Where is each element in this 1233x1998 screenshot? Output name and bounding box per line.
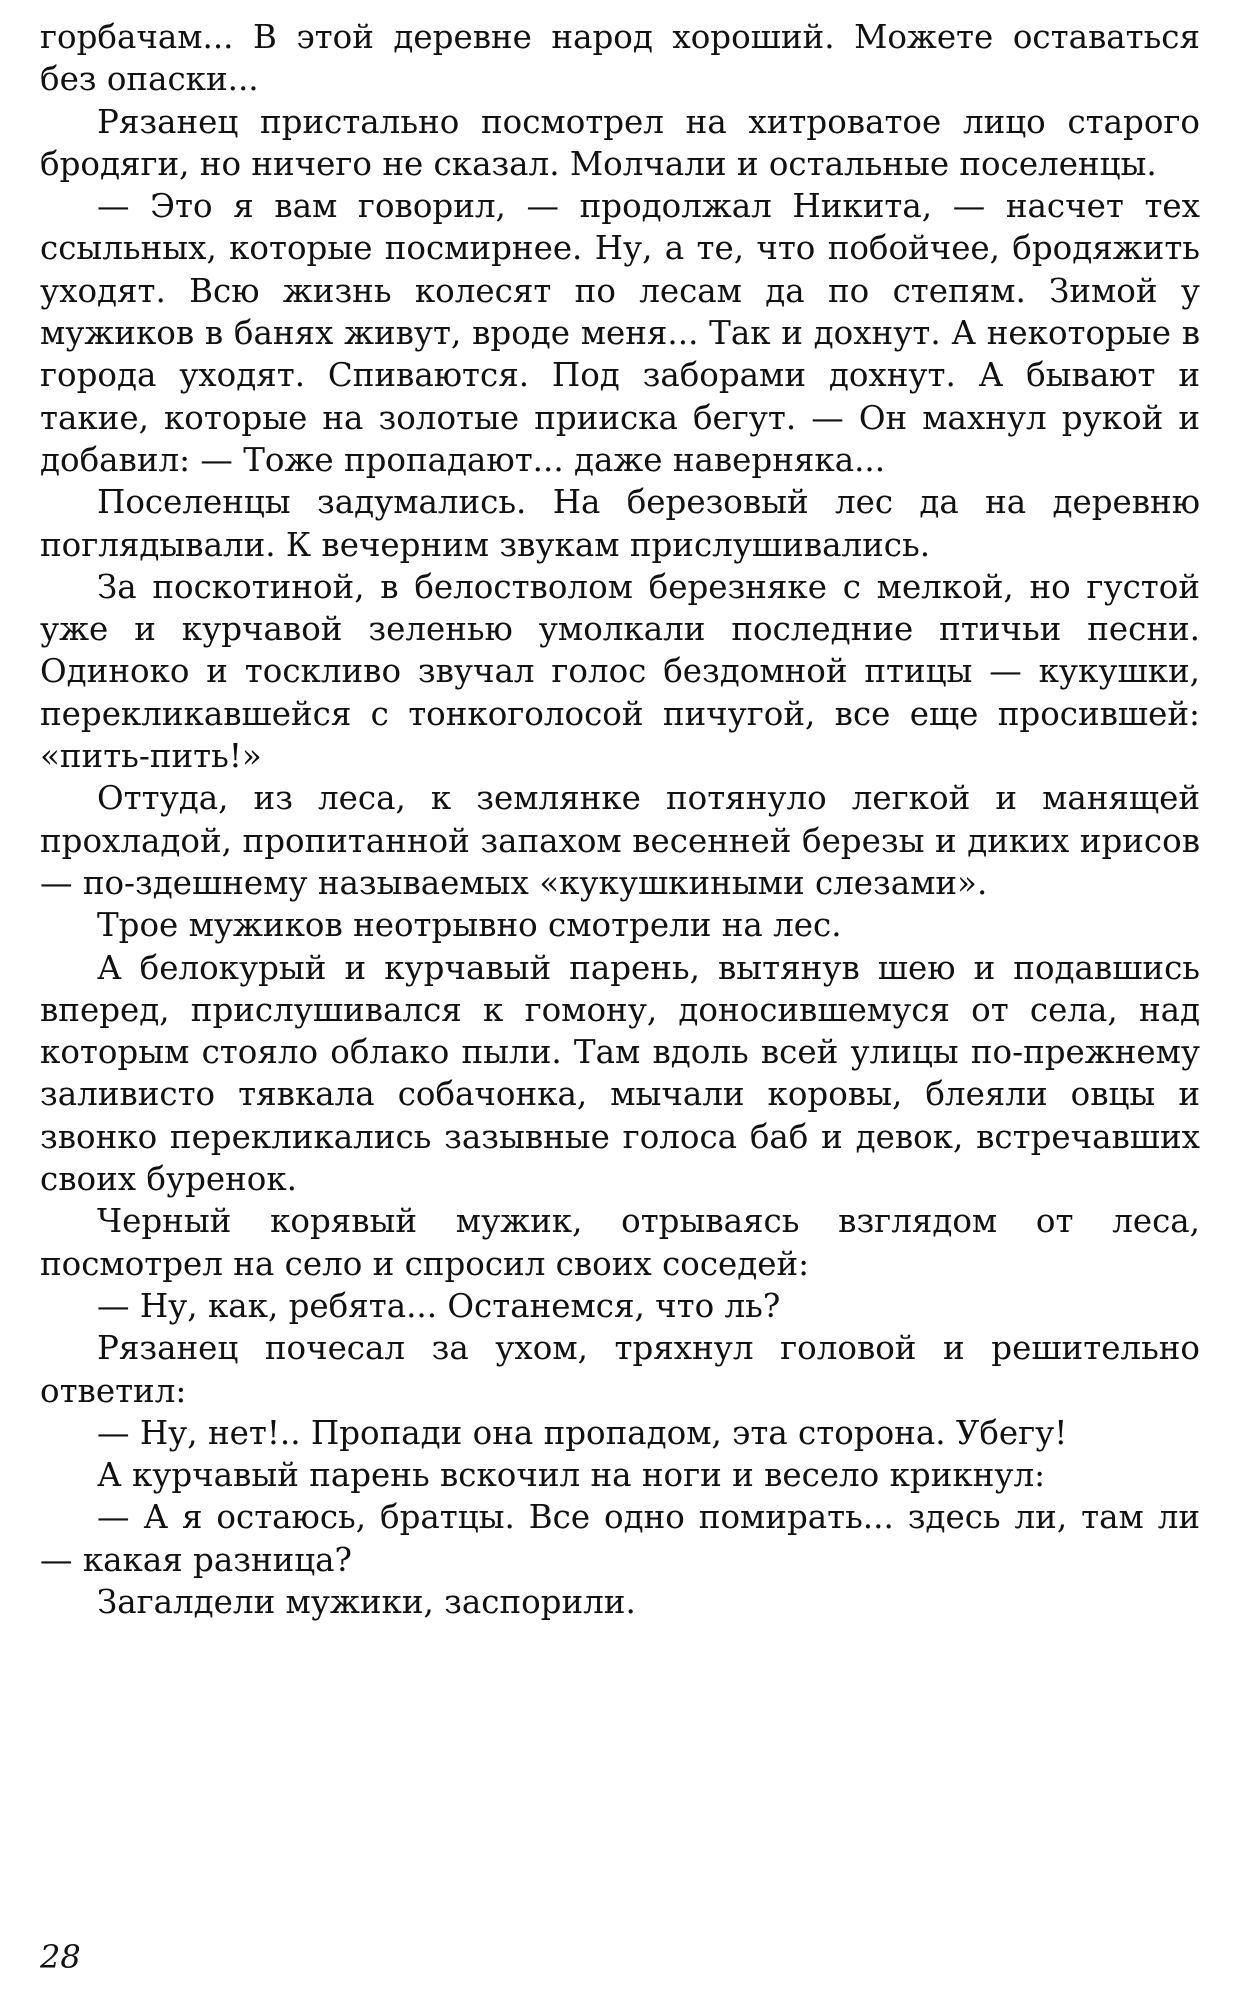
paragraph-12: — Ну, нет!.. Пропади она пропадом, эта сторона. Убегу! xyxy=(97,1413,1068,1452)
paragraph-14: — А я остаюсь, братцы. Все одно помирать... здесь ли, там ли — какая разница? xyxy=(40,1498,1200,1579)
paragraph-15: Загалдели мужики, заспорили. xyxy=(97,1582,636,1621)
paragraph-9: Черный корявый мужик, отрываясь взглядом от леса, посмотрел на село и спросил своих соседей: xyxy=(40,1202,1200,1283)
paragraph-5: За поскотиной, в белостволом березняке с мелкой, но густой уже и курчавой зеленью умолкали последние птичьи песни. Одиноко и тоскливо звучал голос бездомной птицы — кукушки, перекликавшейся с тонкоголосой пичугой, все еще просившей: «пить-пить!» xyxy=(40,567,1200,776)
paragraph-10: — Ну, как, ребята... Останемся, что ль? xyxy=(97,1286,781,1325)
paragraph-4: Поселенцы задумались. На березовый лес да на деревню поглядывали. К вечерним звукам прислушивались. xyxy=(40,483,1200,564)
paragraph-11: Рязанец почесал за ухом, тряхнул головой и решительно ответил: xyxy=(40,1329,1200,1410)
paragraph-1: горбачам... В этой деревне народ хороший. Можете оставаться без опаски... xyxy=(40,18,1200,99)
page-body xyxy=(40,16,1200,1623)
paragraph-6: Оттуда, из леса, к землянке потянуло легкой и манящей прохладой, пропитанной запахом весенней березы и диких ирисов — по-здешнему называемых «кукушкиными слезами». xyxy=(40,779,1200,902)
paragraph-2: Рязанец пристально посмотрел на хитроватое лицо старого бродяги, но ничего не сказал. Молчали и остальные поселенцы. xyxy=(40,102,1200,183)
paragraph-13: А курчавый парень вскочил на ноги и весело крикнул: xyxy=(97,1456,1046,1495)
page-number: 28 xyxy=(40,1938,81,1976)
paragraph-8: А белокурый и курчавый парень, вытянув шею и подавшись вперед, прислушивался к гомону, доносившемуся от села, над которым стояло облако пыли. Там вдоль всей улицы по-прежнему заливисто тявкала собачонка, мычали коровы, блеяли овцы и звонко перекликались зазывные голоса баб и девок, встречавших своих буренок. xyxy=(40,948,1200,1199)
paragraph-7: Трое мужиков неотрывно смотрели на лес. xyxy=(97,906,842,945)
paragraph-3: — Это я вам говорил, — продолжал Никита, — насчет тех ссыльных, которые посмирнее. Ну, а те, что побойчее, бродяжить уходят. Всю жизнь колесят по лесам да по степям. Зимой у мужиков в банях живут, вроде меня... Так и дохнут. А некоторые в города уходят. Спиваются. Под заборами дохнут. А бывают и такие, которые на золотые прииска бегут. — Он махнул рукой и добавил: — Тоже пропадают... даже наверняка... xyxy=(40,187,1200,479)
